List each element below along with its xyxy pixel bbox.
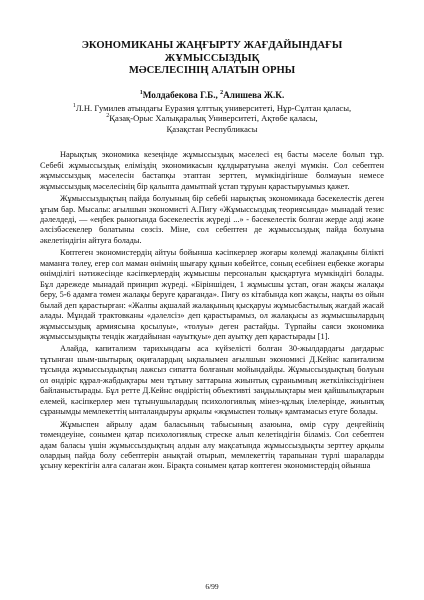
- paragraph: Алайда, капитализм тарихындағы аса күйзелісті болған 30-жылдардағы дағдарыс тұтынған шым-шытырық оқиғалардың ықпалымен ағылшын экономисі Д.Кейнс капитализм тұсында жұмыссыздықтың лажсыз сипатта болғанын мойындайды. Жұмыссыздықтың болуын ол өндіріс құрал-жабдықтары мен тұтыну заттарына жиынтық сұранымның жеткіліксіздігінен байланыстырады. Бұл ретте Д.Кейнс өндірістің объективті заңдылықтары мен қайшылықтарын елемей, кәсіпкерлер мен тұтынушылардың психологиялық мінез-құлық ілелерінде, жиынтық сұранымды мемлекеттің ынталандыруы арқылы «жұмыспен толық» қамтамасыз етуге болады.: [40, 344, 384, 417]
- paragraph: Жұмыссыздықтың пайда болуының бір себебі нарықтық экономикада бәсекелестік деген ұғым бар. Мысалы: ағылшын экономисті А.Пигу «Жұмыссыздық теориясында» мынадай тезис дәлелдеді, — «еңбек рыногында бәсекелестік жүреді ...» - бәсекелестік болған жерде әлді және әлсізбәсекелер болатыны сөзсіз. Міне, сол себептен де жұмыссыздық пайда болуына әкелетіндігін айтуға болады.: [40, 194, 384, 245]
- affiliations: [40, 103, 384, 135]
- title-line-1: ЭКОНОМИКАНЫ ЖАҢҒЫРТУ ЖАҒДАЙЫНДАҒЫ ЖҰМЫССЫЗДЫҚ: [81, 40, 343, 64]
- title-line-2: МӘСЕЛЕСІНІҢ АЛАТЫН ОРНЫ: [128, 65, 296, 76]
- author2-sup: 2: [220, 89, 224, 96]
- affiliation-2-text: Қазақ-Орыс Халықаралық Университеті, Ақтөбе қаласы,: [109, 113, 318, 124]
- affiliation-1-text: Л.Н. Гумилев атындағы Еуразия ұлттық университеті, Нұр-Сұлтан қаласы,: [75, 102, 352, 113]
- paragraph: Жұмыспен айрылу адам баласының табысының азаюына, өмір сүру деңгейінің төмендеуіне, сонымен қатар психологиялық стреске алып келетіндігін біламіз. Сол себептен адам баласы үшін жұмыссыздықтың алдын алу мақсатында жұмыссыздықты зерттеу арқылы олардың пайда болу себептерін анықтай отырып, мемлекеттің тарапынан түрлі шараларды ұсыну керектігін алға салаған жөн. Бірақта сонымен қатар көптеген экономистердің ойынша: [40, 419, 384, 471]
- affiliation-1-sup: 1: [72, 102, 76, 109]
- paper-title: [40, 40, 384, 78]
- page-number: 6/99: [205, 582, 219, 591]
- author-1: Молдабекова Г.Б.,: [142, 89, 221, 100]
- paragraph: Нарықтық экономика кезеңінде жұмыссыздық мәселесі ең басты мәселе болып тұр. Себебі жұмыссыздық еліміздің экономикасын құлдыратуына әкелуі мүмкін. Сол себептен жұмыссыздық мәселесін бастапқы этаптан зерттеп, мүмкіндігінше болмауын немесе жұмыссыздық мәселесінің бір қалыпта дамытпай ұстап тұруын қарастыруымыз қажет.: [40, 150, 384, 191]
- affiliation-2: [40, 113, 384, 124]
- affiliation-3-text: Қазақстан Республикасы: [166, 123, 258, 134]
- author1-sup: 1: [139, 89, 143, 96]
- author-2: Алишева Ж.К.: [223, 89, 285, 100]
- affiliation-1: [40, 103, 384, 114]
- paragraph: Көптеген экономистердің айтуы бойынша кәсіпкерлер жоғары көлемді жалақыны білікті маманға төлеу, егер сол маман өнімнің шығару құнын көбейтсе, соның есебінен еңбекке жоғары өнімділігі нәтижесінде кәсіпкерлердің жұмысшы персоналын қысқартуға мүмкіндігі болады. Бұл дәрежеде мынадай принцип жүреді. «Біріншіден, 1 жұмысшы ұстап, оған жақсы жалақы беру, 5-6 адамға төмен жалақы беруге қарағанда». Пигу өз кітабында көп жақсы, нақты өз ойын былай деп қарастырған: «Жалпы ақшалай жалақының қысқаруы жұмысбастылық жағдай жасай алады. Мұндай трактовканы «дәлелсіз» деп қарастырамыз, ол жалақысы аз жұмысшылардың жұмыссыздық армиясына қосылуы», «толуы» деген растайды. Түрпайы саяси экономика жұмыссыздықты тендік жағдайынан «ауытқуы» деп ауытқу деп қарастырады [1].: [40, 248, 384, 341]
- authors: [40, 90, 384, 101]
- affiliation-3: [40, 124, 384, 135]
- affiliation-2-sup: 2: [106, 113, 110, 120]
- paper-body: [40, 150, 384, 472]
